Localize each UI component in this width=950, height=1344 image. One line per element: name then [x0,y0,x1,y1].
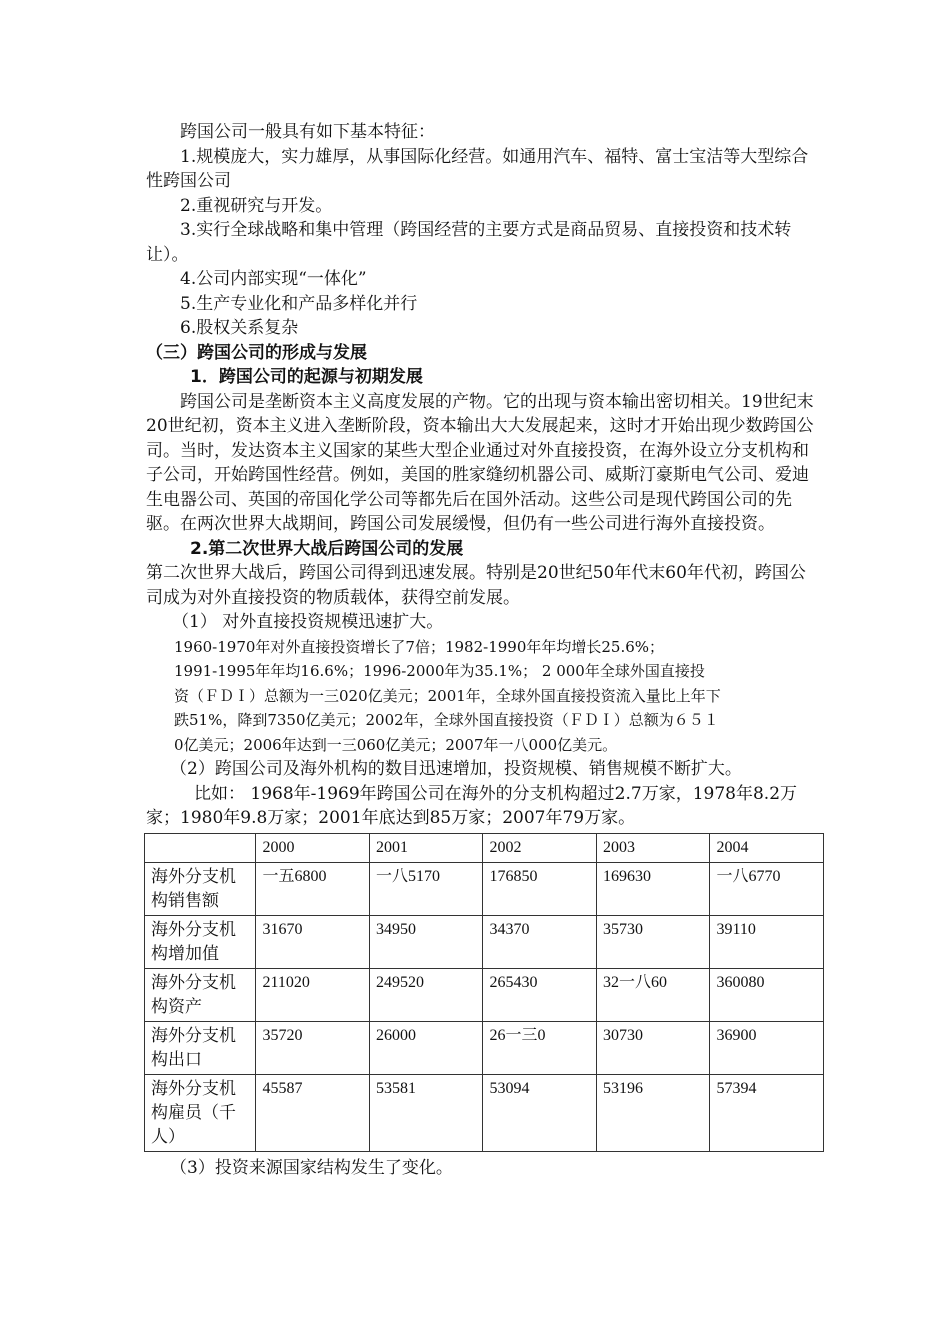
point-2: （2）跨国公司及海外机构的数目迅速增加，投资规模、销售规模不断扩大。 [170,759,742,779]
table-row-label: 海外分支机构出口 [145,1021,256,1074]
table-header-cell: 2001 [369,833,483,862]
table-cell: 39110 [710,915,824,968]
paragraph-example: 比如： 1968年-1969年跨国公司在海外的分支机构超过2.7万家，1978年8.2万家；1980年9.8万家；2001年底达到85万家；2007年79万家。 [146,783,798,828]
table-row [145,1021,824,1074]
table-row [145,1074,824,1151]
table-cell: 一八5170 [369,862,483,915]
table-cell: 26一三0 [483,1021,597,1074]
table-cell: 36900 [710,1021,824,1074]
table-row [145,915,824,968]
table-row [145,862,824,915]
table-cell: 265430 [483,968,597,1021]
feature-2: 2.重视研究与开发。 [180,195,333,216]
table-header-cell [145,833,256,862]
feature-5: 5.生产专业化和产品多样化并行 [180,293,418,314]
table-cell: 34370 [483,915,597,968]
table-cell: 31670 [256,915,370,968]
fdi-line-2: 1991-1995年年均16.6%；1996-2000年为35.1%； 2 000年全球外国直接投 [174,662,705,680]
paragraph-postwar: 第二次世界大战后，跨国公司得到迅速发展。特别是20世纪50年代末60年代初，跨国公司成为对外直接投资的物质载体，获得空前发展。 [146,563,806,608]
table-cell: 30730 [596,1021,710,1074]
paragraph-origin: 跨国公司是垄断资本主义高度发展的产物。它的出现与资本输出密切相关。19世纪末20世纪初，资本主义进入垄断阶段，资本输出大大发展起来，这时才开始出现少数跨国公司。当时，发达资本主义国家的某些大型企业通过对外直接投资，在海外设立分支机构和子公司，开始跨国性经营。例如，美国的胜家缝纫机器公司、威斯汀豪斯电气公司、爱迪生电器公司、英国的帝国化学公司等都先后在国外活动。这些公司是现代跨国公司的先驱。在两次世界大战期间，跨国公司发展缓慢，但仍有一些公司进行海外直接投资。 [146,391,814,534]
table-cell: 53094 [483,1074,597,1151]
feature-3: 3.实行全球战略和集中管理（跨国经营的主要方式是商品贸易、直接投资和技术转让）。 [146,220,792,265]
table-cell: 32一八60 [596,968,710,1021]
feature-4: 4.公司内部实现“一体化” [180,269,367,289]
fdi-line-4: 跌51%，降到7350亿美元；2002年，全球外国直接投资（ＦＤＩ）总额为６５１ [174,711,719,729]
table-row-label: 海外分支机构资产 [145,968,256,1021]
feature-1: 1.规模庞大，实力雄厚，从事国际化经营。如通用汽车、福特、富士宝洁等大型综合性跨国公司 [146,146,809,191]
table-cell: 一八6770 [710,862,824,915]
section-heading-3: （三）跨国公司的形成与发展 [146,342,367,363]
table-row-label: 海外分支机构增加值 [145,915,256,968]
table-cell: 一五6800 [256,862,370,915]
table-cell: 35730 [596,915,710,968]
table-row [145,968,824,1021]
fdi-line-3: 资（ＦＤＩ）总额为一三020亿美元；2001年，全球外国直接投资流入量比上年下 [174,686,721,705]
table-cell: 169630 [596,862,710,915]
overseas-affiliates-table [144,833,824,1152]
table-cell: 53581 [369,1074,483,1151]
point-1: （1） 对外直接投资规模迅速扩大。 [172,612,444,632]
table-cell: 211020 [256,968,370,1021]
document-body [146,120,822,1180]
table-cell: 360080 [710,968,824,1021]
table-cell: 35720 [256,1021,370,1074]
paragraph-intro: 跨国公司一般具有如下基本特征： [180,122,435,142]
table-header-cell: 2002 [483,833,597,862]
table-cell: 34950 [369,915,483,968]
table-header-cell: 2004 [710,833,824,862]
table-cell: 53196 [596,1074,710,1151]
table-header-cell: 2003 [596,833,710,862]
fdi-line-1: 1960-1970年对外直接投资增长了7倍；1982-1990年年均增长25.6%； [174,637,665,656]
table-row-label: 海外分支机构销售额 [145,862,256,915]
subheading-origin: 1．跨国公司的起源与初期发展 [190,367,423,387]
point-3: （3）投资来源国家结构发生了变化。 [170,1157,453,1178]
table-row-label: 海外分支机构雇员（千人） [145,1074,256,1151]
table-cell: 176850 [483,862,597,915]
feature-6: 6.股权关系复杂 [180,318,299,338]
subheading-postwar: 2.第二次世界大战后跨国公司的发展 [190,538,464,559]
table-cell: 57394 [710,1074,824,1151]
table-header-cell: 2000 [256,833,370,862]
table-cell: 249520 [369,968,483,1021]
table-header-row [145,833,824,862]
fdi-line-5: 0亿美元；2006年达到一三060亿美元；2007年一八000亿美元。 [174,735,618,754]
table-cell: 45587 [256,1074,370,1151]
table-cell: 26000 [369,1021,483,1074]
